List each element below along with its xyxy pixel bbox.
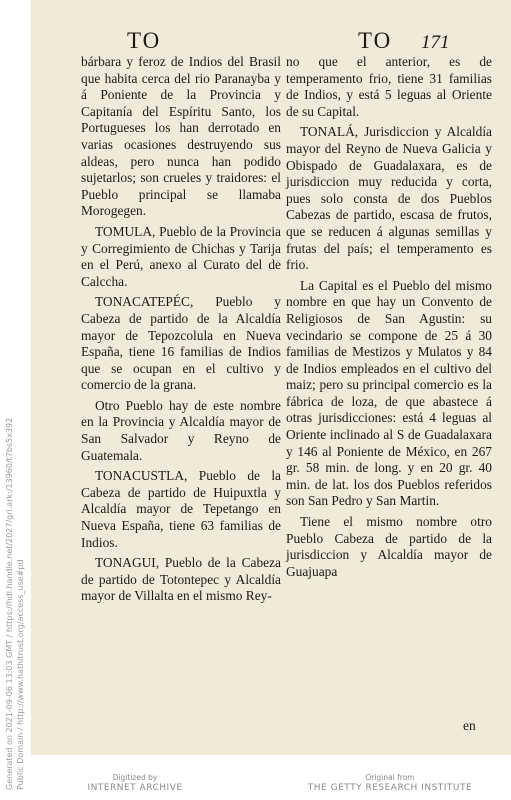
right-paragraph-3: La Capital es el Pueblo del mismo nombre en que hay un Convento de Religiosos de San Agustin: su vecindario se compone de 25 á 30 familias de Mestizos y Mulatos y 84 de Indios empleados en el cultivo del maiz; pero su principal comercio es la fábrica de loza, de que abastece á otras jurisdicciones: está 4 leguas al Oriente inclinado al S de Guadalaxara y 146 al Poniente de México, en 267 gr. 58 min. de long. y en 20 gr. 40 min. de lat. los dos Pueblos referidos son San Pedro y San Martin. (286, 277, 492, 509)
right-paragraph-1: no que el anterior, es de temperamento frio, tiene 31 familias de Indios, y está 5 leguas al Oriente de su Capital. (286, 54, 492, 119)
left-paragraph-6: TONAGUI, Pueblo de la Cabeza de partido de Totontepec y Alcaldía mayor de Villalta en el mismo Rey- (81, 555, 281, 604)
scanned-page (31, 0, 511, 755)
left-paragraph-2: TOMULA, Pueblo de la Provincia y Corregimiento de Chichas y Tarija en el Perú, anexo al Curato del de Calccha. (81, 223, 281, 289)
generation-stamp-line-2: Public Domain / http://www.hathitrust.org/access_use#pd (16, 559, 25, 790)
left-column (81, 54, 281, 609)
original-from-label: Original from (365, 773, 415, 782)
right-column (286, 54, 492, 584)
generation-stamp-line-1: Generated on 2021-09-06 13:03 GMT / https://hdl.handle.net/2027/gri.ark:/13960/t7bs5x392 (5, 417, 14, 790)
page-number: 171 (421, 32, 450, 53)
left-paragraph-3: TONACATEPÉC, Pueblo y Cabeza de partido de la Alcaldía mayor de Tepozcolula en Nueva España, tiene 16 familias de Indios que se ocupan en el cultivo y comercio de la grana. (81, 294, 281, 393)
left-paragraph-1: bárbara y feroz de Indios del Brasil que habita cerca del rio Paranayba y á Poniente de la Provincia y Capitanía del Espíritu Santo, los Portugueses los han derrotado en varias ocasiones destruyendo sus aldeas, pero nunca han podido sujetarlos; son crueles y traidores: el Pueblo principal se llamaba Morogegen. (81, 54, 281, 219)
left-paragraph-4: Otro Pueblo hay de este nombre en la Provincia y Alcaldía mayor de San Salvador y Reyno de Guatemala. (81, 397, 281, 463)
digitized-by-label: Digitized by (112, 773, 158, 782)
digitized-by-credit (60, 773, 210, 793)
left-running-head: TO (127, 28, 162, 53)
getty-institute-logo-text: THE GETTY RESEARCH INSTITUTE (307, 783, 473, 793)
catchword: en (463, 718, 476, 733)
right-running-head: TO (358, 28, 393, 53)
left-paragraph-5: TONACUSTLA, Pueblo de la Cabeza de partido de Huipuxtla y Alcaldía mayor de Tepetango en Nueva España, tiene 63 familias de Indios. (81, 468, 281, 550)
right-paragraph-4: Tiene el mismo nombre otro Pueblo Cabeza de partido de la jurisdiccion y Alcaldía mayor de Guajuapa (286, 514, 492, 579)
original-from-credit (300, 773, 480, 793)
internet-archive-logo-text: INTERNET ARCHIVE (87, 783, 183, 793)
generation-stamp (4, 418, 26, 790)
right-paragraph-2: TONALÁ, Jurisdiccion y Alcaldía mayor del Reyno de Nueva Galicia y Obispado de Guadalaxara, es de jurisdiccion muy reducida y corta, pues solo consta de dos Pueblos Cabezas de partido, escasa de frutos, que se reducen á algunas semillas y frutas del país; el temperamento es frio. (286, 124, 492, 273)
